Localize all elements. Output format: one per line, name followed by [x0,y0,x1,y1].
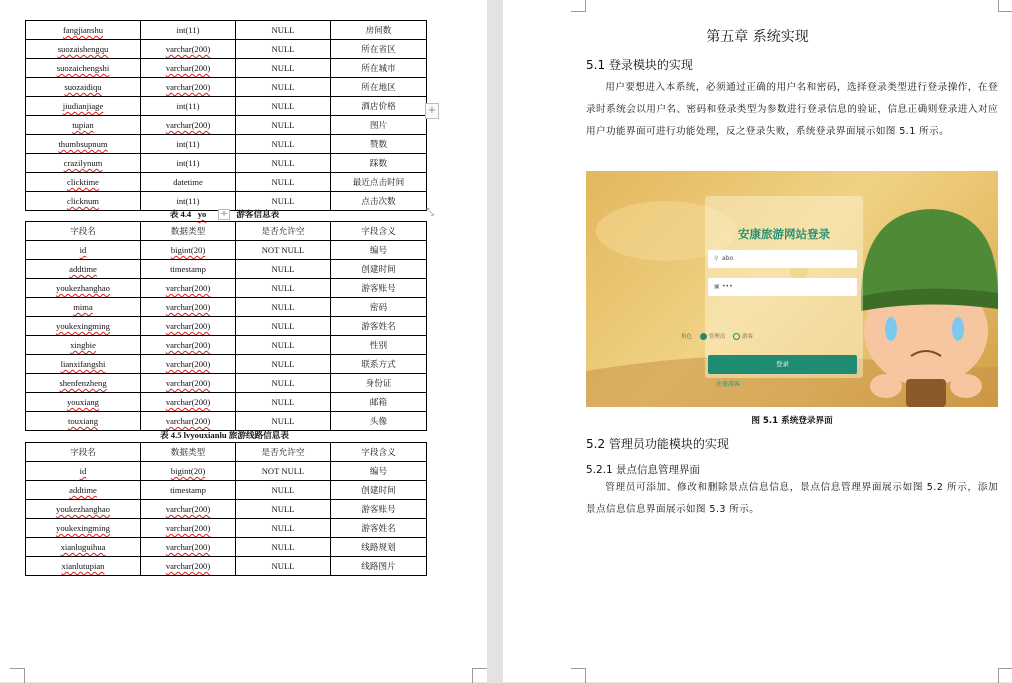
cell-text: fangjianshu [62,25,104,35]
cell-text: NOT NULL [261,245,305,255]
radio-visitor [733,333,740,340]
cell-text: varchar(200) [165,378,211,388]
cell-text: 是否允许空 [261,447,305,457]
login-card [681,196,863,388]
crop-mark [998,0,1012,12]
header-cell[interactable] [236,443,331,462]
table-cell[interactable] [141,317,236,336]
section-5-2-1-paragraph: 管理员可添加、修改和删除景点信息信息，景点信息管理界面展示如图 5.2 所示，添加景点信息信息界面展示如图 5.3 所示。 [586,482,998,515]
cell-text: varchar(200) [165,561,211,571]
table-cell[interactable] [331,78,427,97]
table-cell[interactable] [331,500,427,519]
cell-text: 数据类型 [170,447,206,457]
table-cell[interactable] [26,21,141,40]
table-cell[interactable] [141,116,236,135]
table-cell[interactable] [236,260,331,279]
table-cell[interactable] [26,59,141,78]
cell-text: 游客账号 [361,504,396,514]
login-title: 安康旅游网站登录 [738,227,830,241]
username-field: ⚲ abo [708,250,857,268]
cell-text: xianlutupian [61,561,105,571]
table-cell[interactable] [26,279,141,298]
table-cell[interactable] [236,374,331,393]
radio-admin [700,333,707,340]
cell-text: NULL [271,264,295,274]
cell-text: varchar(200) [165,416,211,426]
table-cell[interactable] [26,393,141,412]
cell-text: varchar(200) [165,82,211,92]
table-cell[interactable] [331,97,427,116]
cell-text: varchar(200) [165,397,211,407]
table-cell[interactable] [236,154,331,173]
table-cell[interactable] [26,135,141,154]
table-row [26,557,427,576]
cell-text: varchar(200) [165,283,211,293]
table-cell[interactable] [331,241,427,260]
table-cell[interactable] [236,21,331,40]
cell-text: id [79,466,87,476]
cell-text: int(11) [176,101,200,111]
table-row [26,154,427,173]
cell-text: NULL [271,340,295,350]
header-cell[interactable] [331,222,427,241]
cell-text: NULL [271,120,295,130]
cell-text: NOT NULL [261,466,305,476]
table-cell[interactable] [141,500,236,519]
table-row [26,481,427,500]
cell-text: 编号 [369,466,388,476]
cell-text: NULL [271,101,295,111]
section-5-1-paragraph: 用户要想进入本系统，必须通过正确的用户名和密码，选择登录类型进行登录操作，在登录时系统会以用户名、密码和登录类型为参数进行登录信息的验证，信息正确则登录进入对应用户功能界面可进行功能处理，反之登录失败，系统登录界面展示如图 5.1 所示。 [586,82,998,137]
section-5-1-heading: 5.1 登录模块的实现 [586,58,693,72]
cell-text: 线路图片 [361,561,396,571]
cell-text: 是否允许空 [261,226,305,236]
field-table-lvyouxianlu[interactable] [25,442,427,576]
cell-text: varchar(200) [165,44,211,54]
role-selector: 角色 管理员 游客 [681,334,754,340]
table-cell[interactable] [331,116,427,135]
cell-text: varchar(200) [165,321,211,331]
table-cell[interactable] [236,557,331,576]
cell-text: 创建时间 [361,485,396,495]
table-cell[interactable] [331,538,427,557]
cell-text: addtime [69,485,97,495]
table-cell[interactable] [236,97,331,116]
table-cell[interactable] [26,355,141,374]
table-row [26,298,427,317]
table-row [26,21,427,40]
cell-text: thumbsupnum [58,139,108,149]
table-cell[interactable] [141,59,236,78]
table-cell[interactable] [331,40,427,59]
cell-text: int(11) [176,139,200,149]
table-cell[interactable] [331,279,427,298]
cell-text: 线路规划 [361,542,396,552]
cell-text: NULL [271,561,295,571]
table-cell[interactable] [26,538,141,557]
table-cell[interactable] [236,116,331,135]
field-table-hotel-continued[interactable] [25,20,427,211]
cell-text: xianluguihua [60,542,106,552]
cell-text: int(11) [176,196,200,206]
cell-text: 性别 [369,340,388,350]
table-cell[interactable] [141,173,236,192]
table-cell[interactable] [236,393,331,412]
table-cell[interactable] [236,355,331,374]
table-cell[interactable] [331,317,427,336]
cell-text: 所在城市 [361,63,396,73]
table-cell[interactable] [26,500,141,519]
cell-text: 字段名 [70,447,96,457]
table-cell[interactable] [141,279,236,298]
cell-text: xingbie [70,340,96,350]
cell-text: youkezhanghao [56,504,110,514]
table-cell[interactable] [26,154,141,173]
cell-text: NULL [271,397,295,407]
cell-text: 所在省区 [361,44,396,54]
cell-text: timestamp [170,485,206,495]
cell-text: 编号 [369,245,388,255]
table-cell[interactable] [331,173,427,192]
cell-text: NULL [271,63,295,73]
cell-text: 酒店价格 [361,101,396,111]
cell-text: 游客账号 [361,283,396,293]
table-add-column-icon[interactable]: + [425,103,439,119]
cell-text: int(11) [176,158,200,168]
table-cell[interactable] [141,298,236,317]
table-cell[interactable] [236,317,331,336]
cell-text: NULL [271,82,295,92]
cell-text: varchar(200) [165,302,211,312]
cell-text: varchar(200) [165,504,211,514]
table-row [26,279,427,298]
cell-text: varchar(200) [165,359,211,369]
table-cell[interactable] [141,135,236,154]
cell-text: youkexingming [56,523,110,533]
cell-text: 字段含义 [361,447,396,457]
table-cell[interactable] [236,538,331,557]
cell-text: NULL [271,139,295,149]
cell-text: NULL [271,302,295,312]
table-cell[interactable] [236,519,331,538]
crop-mark [10,668,25,683]
cell-text: 踩数 [369,158,388,168]
table-cell[interactable] [141,40,236,59]
header-cell[interactable] [141,222,236,241]
table-4-4-caption: 表 4.4 yo 游客信息表 [169,209,280,219]
lock-icon: ▣ [714,283,720,290]
cell-text: varchar(200) [165,120,211,130]
cell-text: tupian [72,120,94,130]
cell-text: NULL [271,523,295,533]
cell-text: 数据类型 [170,226,206,236]
table-cell[interactable] [26,317,141,336]
cell-text: touxiang [67,416,99,426]
cell-text: timestamp [170,264,206,274]
table-cell[interactable] [141,260,236,279]
user-icon: ⚲ [714,255,719,262]
table-cell[interactable] [236,481,331,500]
table-cell[interactable] [236,462,331,481]
table-cell[interactable] [141,462,236,481]
table-cell[interactable] [26,260,141,279]
cell-text: mima [73,302,93,312]
table-cell[interactable] [141,78,236,97]
crop-mark [472,668,487,683]
cell-text: 密码 [369,302,388,312]
table-cell[interactable] [236,173,331,192]
login-button: 登录 [708,355,857,374]
table-cell[interactable] [26,557,141,576]
header-cell[interactable] [236,222,331,241]
table-cell[interactable] [236,135,331,154]
cell-text: 身份证 [365,378,392,388]
login-screenshot-figure [586,171,998,407]
table-cell[interactable] [331,21,427,40]
cell-text: NULL [271,283,295,293]
cell-text: 赞数 [369,139,388,149]
cell-text: varchar(200) [165,523,211,533]
cell-text: clicktime [67,177,99,187]
table-cell[interactable] [331,135,427,154]
cell-text: clicknum [67,196,99,206]
header-cell[interactable] [331,443,427,462]
table-row [26,241,427,260]
cell-text: addtime [69,264,97,274]
table-row [26,173,427,192]
header-cell[interactable] [26,443,141,462]
table-header-row [26,222,427,241]
cell-text: varchar(200) [165,63,211,73]
table-cell[interactable] [236,298,331,317]
table-cell[interactable] [141,519,236,538]
password-field: ▣ ••• [708,278,857,296]
figure-5-1-caption: 图 5.1 系统登录界面 [751,416,833,426]
cell-text: 邮箱 [369,397,388,407]
cell-text: 创建时间 [361,264,396,274]
table-cell[interactable] [26,481,141,500]
cell-text: NULL [271,542,295,552]
field-table-youke[interactable] [25,221,427,431]
cell-text: NULL [271,321,295,331]
table-cell[interactable] [26,241,141,260]
cell-text: NULL [271,44,295,54]
table-row [26,116,427,135]
table-row [26,59,427,78]
table-cell[interactable] [26,298,141,317]
table-row [26,500,427,519]
table-row [26,462,427,481]
cell-text: youkexingming [56,321,110,331]
table-cell[interactable] [141,374,236,393]
table-row [26,135,427,154]
table-row [26,78,427,97]
table-cell[interactable] [141,241,236,260]
table-row [26,260,427,279]
cell-text: NULL [271,416,295,426]
cell-text: 图片 [369,120,388,130]
cell-text: 最近点击时间 [352,177,405,187]
header-cell[interactable] [141,443,236,462]
chapter-title: 第五章 系统实现 [706,29,809,45]
table-resize-icon[interactable]: ⤡ [426,207,434,218]
table-cell[interactable] [141,97,236,116]
table-cell[interactable] [141,336,236,355]
table-cell[interactable] [331,336,427,355]
cell-text: 字段含义 [361,226,396,236]
table-cell[interactable] [141,21,236,40]
table-cell[interactable] [331,154,427,173]
table-cell[interactable] [26,78,141,97]
table-row [26,355,427,374]
table-cell[interactable] [26,519,141,538]
cell-text: datetime [173,177,203,187]
table-row [26,317,427,336]
table-cell[interactable] [236,336,331,355]
table-cell[interactable] [331,481,427,500]
cell-text: suozaichengshi [56,63,110,73]
cell-text: suozaishengqu [57,44,109,54]
cell-text: NULL [271,504,295,514]
cell-text: jiudianjiage [62,101,104,111]
section-5-2-heading: 5.2 管理员功能模块的实现 [586,437,729,451]
cell-text: lianxifangshi [60,359,106,369]
table-cell[interactable] [331,519,427,538]
cell-text: int(11) [176,25,200,35]
table-header-row [26,443,427,462]
table-cell[interactable] [236,59,331,78]
crop-mark [998,668,1012,683]
header-cell[interactable] [26,222,141,241]
cell-text: NULL [271,359,295,369]
table-cell[interactable] [26,40,141,59]
table-cell[interactable] [331,260,427,279]
table-row [26,97,427,116]
cell-text: varchar(200) [165,542,211,552]
table-row [26,374,427,393]
cell-text: bigint(20) [170,245,206,255]
table-4-5-caption: 表 4.5 lvyouxianlu 旅游线路信息表 [160,430,289,440]
table-cell[interactable] [331,462,427,481]
cell-text: NULL [271,25,295,35]
cell-text: NULL [271,196,295,206]
page-gutter [487,0,503,682]
crop-mark [571,0,586,12]
cell-text: NULL [271,485,295,495]
table-row [26,40,427,59]
table-cell[interactable] [141,481,236,500]
table-row [26,336,427,355]
cell-text: youkezhanghao [56,283,110,293]
table-cell[interactable] [26,116,141,135]
cell-text: 联系方式 [361,359,396,369]
cell-text: suozaidiqu [64,82,102,92]
cell-text: 游客姓名 [361,523,396,533]
cell-text: id [79,245,87,255]
section-5-2-1-heading: 5.2.1 景点信息管理界面 [586,464,701,476]
table-cell[interactable] [331,59,427,78]
table-cell[interactable] [26,97,141,116]
table-row [26,538,427,557]
table-cell[interactable] [236,40,331,59]
cell-text: NULL [271,158,295,168]
table-cell[interactable] [141,355,236,374]
table-cell[interactable] [236,78,331,97]
cell-text: 头像 [369,416,388,426]
table-cell[interactable] [141,557,236,576]
table-row [26,393,427,412]
table-cell[interactable] [331,557,427,576]
table-cell[interactable] [236,279,331,298]
cell-text: bigint(20) [170,466,206,476]
cell-text: youxiang [67,397,99,407]
table-row [26,519,427,538]
table-cell[interactable] [331,374,427,393]
table-cell[interactable] [141,154,236,173]
cell-text: shenfenzheng [59,378,107,388]
cell-text: 游客姓名 [361,321,396,331]
register-link: 注册游客 [716,381,741,388]
cell-text: crazilynum [63,158,103,168]
table-cell[interactable] [331,355,427,374]
cell-text: varchar(200) [165,340,211,350]
table-cell[interactable] [331,298,427,317]
table-cell[interactable] [236,241,331,260]
table-insert-icon[interactable]: + [218,209,230,220]
table-cell[interactable] [141,538,236,557]
cell-text: NULL [271,177,295,187]
table-cell[interactable] [26,173,141,192]
table-cell[interactable] [236,500,331,519]
table-cell[interactable] [26,462,141,481]
cell-text: NULL [271,378,295,388]
cell-text: 所在地区 [361,82,396,92]
table-cell[interactable] [141,393,236,412]
table-cell[interactable] [331,393,427,412]
table-cell[interactable] [26,336,141,355]
table-cell[interactable] [26,374,141,393]
cell-text: 点击次数 [361,196,396,206]
cell-text: 房间数 [365,25,392,35]
crop-mark [571,668,586,683]
cell-text: 字段名 [70,226,96,236]
